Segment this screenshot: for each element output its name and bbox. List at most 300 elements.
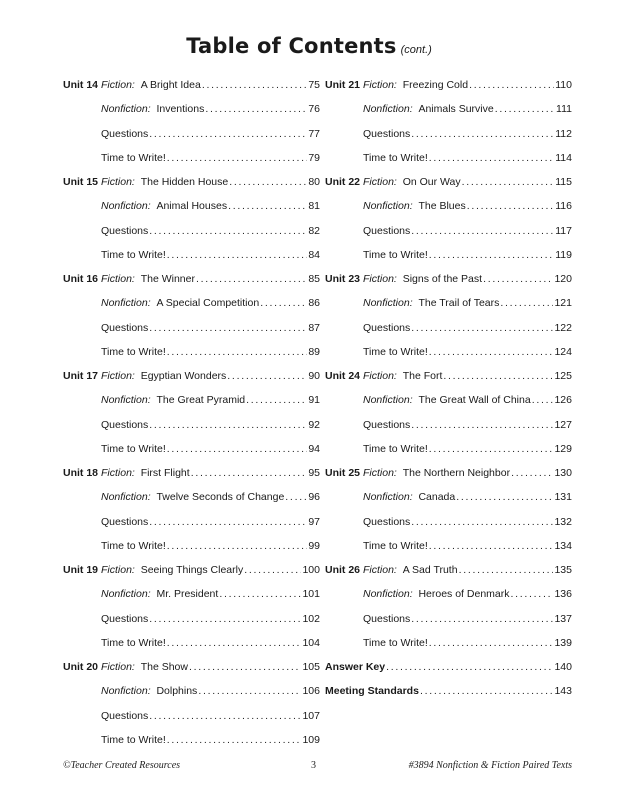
toc-entry-title: Questions [363,515,411,528]
toc-entry-label [363,273,482,285]
toc-entry [325,534,572,558]
toc-entry-title: Time to Write! [363,442,428,455]
toc-entry [63,97,320,121]
toc-entry-label [363,297,499,309]
toc-entry [63,291,320,315]
footer-book-title: #3894 Nonfiction & Fiction Paired Texts [408,760,572,771]
toc-entry-label [101,637,166,649]
toc-entry-body [101,200,320,212]
toc-unit-label: Unit 15 [63,176,99,189]
toc-entry-body [101,346,320,358]
toc-page-number: 127 [554,418,572,431]
toc-entry-body [363,322,572,334]
toc-entry-body [101,297,320,309]
toc-entry-label [363,249,428,261]
toc-entry [63,388,320,412]
toc-page-number: 136 [554,588,572,601]
toc-page-number: 135 [554,564,572,577]
toc-leader-dots [244,564,301,576]
toc-entry-kind: Nonfiction: [101,588,151,601]
toc-entry-label [325,661,385,673]
toc-page-number: 87 [308,321,320,334]
toc-entry-body [363,200,572,212]
toc-entry-body [363,128,572,140]
toc-entry [325,558,572,582]
toc-entry-body [363,613,572,625]
toc-leader-dots [443,370,553,382]
toc-entry [63,73,320,97]
toc-entry-label [363,152,428,164]
toc-entry [325,340,572,364]
toc-page-number: 105 [302,661,320,674]
toc-entry-label [101,710,148,722]
toc-entry [63,194,320,218]
toc-entry-title: Time to Write! [101,539,166,552]
toc-leader-dots [205,103,307,115]
toc-entry [325,631,572,655]
toc-entry [63,146,320,170]
toc-leader-dots [386,661,553,673]
toc-page-number: 112 [555,127,572,140]
toc-page-number: 89 [308,345,320,358]
toc-entry-body [101,734,320,746]
toc-entry-label [101,588,218,600]
toc-unit-label: Unit 21 [325,79,361,92]
toc-page-number: 124 [554,345,572,358]
toc-leader-dots [456,491,553,503]
toc-entry [63,582,320,606]
toc-leader-dots [469,79,554,91]
page-title [0,34,618,58]
toc-entry [63,170,320,194]
toc-entry-title: Time to Write! [101,248,166,261]
toc-entry-kind: Nonfiction: [101,200,151,213]
toc-entry-label [101,346,166,358]
toc-entry-title: Animal Houses [156,200,228,213]
toc-leader-dots [411,419,553,431]
toc-leader-dots [227,370,307,382]
toc-leader-dots [202,79,308,91]
toc-entry-title: Time to Write! [363,151,428,164]
toc-entry [325,122,572,146]
toc-entry [325,655,572,679]
toc-leader-dots [167,346,308,358]
toc-page-number: 131 [554,491,572,504]
toc-page-number: 85 [308,273,320,286]
toc-entry-title: Canada [418,491,456,504]
toc-page-number: 96 [308,491,320,504]
toc-page-number: 111 [556,103,572,116]
toc-entry-title: Time to Write! [363,248,428,261]
toc-entry-title: Questions [101,127,149,140]
toc-page-number: 106 [302,685,320,698]
toc-unit-label: Unit 20 [63,661,99,674]
toc-entry-body [101,467,320,479]
toc-entry-kind: Nonfiction: [363,588,413,601]
toc-entry-title: Twelve Seconds of Change [156,491,285,504]
toc-entry-label [101,685,197,697]
toc-entry-kind: Nonfiction: [101,394,151,407]
toc-entry-title: The Great Wall of China [418,394,531,407]
toc-entry-body [363,249,572,261]
toc-unit-label: Unit 14 [63,79,99,92]
toc-leader-dots [167,637,302,649]
toc-leader-dots [149,322,307,334]
toc-entry-kind: Nonfiction: [101,103,151,116]
toc-entry-body [101,322,320,334]
toc-entry [63,413,320,437]
toc-entry-label [101,443,166,455]
toc-entry-kind: Fiction: [101,176,135,189]
toc-entry [325,607,572,631]
toc-entry-label [101,564,243,576]
toc-entry-title: Mr. President [156,588,219,601]
toc-entry [63,340,320,364]
toc-entry-label [101,103,204,115]
toc-page-number: 122 [554,321,572,334]
toc-entry-label [101,249,166,261]
toc-entry-label [101,734,166,746]
toc-entry-body [101,710,320,722]
toc-entry-kind: Fiction: [363,273,397,286]
toc-entry-kind: Nonfiction: [363,103,413,116]
toc-page-number: 140 [554,661,572,674]
toc-entry [325,291,572,315]
toc-entry-title: The Blues [418,200,466,213]
toc-leader-dots [198,685,301,697]
toc-entry-kind: Nonfiction: [363,297,413,310]
toc-entry-label [101,467,190,479]
toc-entry-title: Dolphins [156,685,198,698]
toc-entry-title: Time to Write! [101,636,166,649]
toc-entry-label [101,661,188,673]
toc-page-number: 130 [554,467,572,480]
toc-leader-dots [167,540,308,552]
toc-unit-label: Unit 22 [325,176,361,189]
toc-entry-label [363,176,461,188]
toc-leader-dots [429,540,554,552]
toc-leader-dots [467,200,555,212]
toc-leader-dots [149,710,301,722]
toc-entry-label [101,419,148,431]
toc-page-number: 81 [308,200,320,213]
toc-page-number: 104 [302,636,320,649]
toc-entry-body [101,249,320,261]
toc-entry-title: Questions [363,612,411,625]
toc-entry-label [325,685,419,697]
toc-leader-dots [429,443,554,455]
toc-entry [325,267,572,291]
toc-entry-title: Inventions [156,103,205,116]
toc-unit-label: Unit 26 [325,564,361,577]
toc-entry-label [363,443,428,455]
toc-entry-title: The Hidden House [140,176,229,189]
toc-page-number: 86 [308,297,320,310]
toc-entry-title: A Sad Truth [402,564,458,577]
toc-entry-label [101,516,148,528]
toc-entry-body [101,661,320,673]
toc-page-number: 132 [554,515,572,528]
toc-page-number: 84 [308,248,320,261]
toc-entry-title: Time to Write! [363,539,428,552]
toc-entry-label [101,613,148,625]
toc-entry [63,704,320,728]
toc-entry [325,73,572,97]
toc-entry-title: Questions [101,321,149,334]
toc-entry-body [363,370,572,382]
toc-entry-label [363,516,410,528]
toc-entry-label [363,103,494,115]
toc-entry-body [363,588,572,600]
footer-publisher: ©Teacher Created Resources [63,760,181,771]
toc-entry-kind: Nonfiction: [101,491,151,504]
toc-unit-label: Unit 24 [325,370,361,383]
toc-entry-body [363,564,572,576]
toc-entry-title: On Our Way [402,176,461,189]
toc-entry-title: The Trail of Tears [418,297,500,310]
toc-leader-dots [191,467,308,479]
toc-entry-title: A Special Competition [156,297,260,310]
toc-entry [63,243,320,267]
toc-page-number: 139 [554,636,572,649]
toc-entry-title: The Winner [140,273,195,286]
toc-entry-title: Questions [363,418,411,431]
footer-page-number: 3 [311,760,316,771]
toc-entry-label [101,322,148,334]
toc-entry-label [363,491,455,503]
toc-unit-label: Unit 18 [63,467,99,480]
toc-leader-dots [149,128,307,140]
toc-leader-dots [495,103,555,115]
toc-page-number: 102 [302,612,320,625]
toc-entry-body [363,443,572,455]
toc-entry [63,728,320,752]
toc-entry-kind: Fiction: [363,79,397,92]
toc-leader-dots [429,249,554,261]
toc-entry-label [101,540,166,552]
toc-entry-body [363,491,572,503]
toc-page-number: 117 [555,224,572,237]
toc-entry-body [101,128,320,140]
toc-entry-title: Time to Write! [101,442,166,455]
toc-entry-kind: Nonfiction: [363,491,413,504]
toc-page-number: 97 [308,515,320,528]
toc-unit-label: Unit 19 [63,564,99,577]
toc-entry-kind: Fiction: [101,273,135,286]
toc-page-number: 101 [302,588,320,601]
toc-entry [63,485,320,509]
toc-entry-label [101,273,195,285]
toc-entry-label [363,613,410,625]
toc-leader-dots [229,176,307,188]
toc-leader-dots [411,128,554,140]
toc-entry [325,582,572,606]
toc-entry-label [363,588,510,600]
toc-entry [63,364,320,388]
toc-page-number: 80 [308,176,320,189]
toc-entry-body [363,394,572,406]
toc-entry-body [101,613,320,625]
toc-entry [325,316,572,340]
toc-entry-label [363,370,442,382]
toc-entry-label [363,467,510,479]
toc-entry [325,437,572,461]
toc-unit-label: Unit 17 [63,370,99,383]
toc-leader-dots [420,685,554,697]
toc-entry [325,485,572,509]
toc-entry-kind: Fiction: [101,467,135,480]
toc-leader-dots [246,394,307,406]
toc-page-number: 92 [308,418,320,431]
toc-entry-title: Questions [101,612,149,625]
toc-entry-body [363,152,572,164]
toc-page-number: 90 [308,370,320,383]
toc-page-number: 76 [308,103,320,116]
toc-entry-title: Questions [101,224,149,237]
toc-entry [325,194,572,218]
toc-page-number: 116 [555,200,572,213]
toc-page-number: 126 [554,394,572,407]
toc-leader-dots [411,322,553,334]
toc-entry-kind: Nonfiction: [101,685,151,698]
toc-entry [63,607,320,631]
toc-leader-dots [411,516,553,528]
title-text: Table of Contents [186,34,397,58]
toc-entry-title: Meeting Standards [325,685,419,698]
toc-leader-dots [219,588,301,600]
toc-entry [63,534,320,558]
toc-entry-title: Time to Write! [101,151,166,164]
toc-page-number: 94 [308,442,320,455]
toc-entry-title: Freezing Cold [402,79,469,92]
toc-entry-body [325,685,572,697]
toc-entry-label [363,637,428,649]
toc-entry-title: First Flight [140,467,190,480]
toc-entry-label [363,225,410,237]
toc-leader-dots [167,152,308,164]
toc-entry [63,219,320,243]
toc-page-number: 121 [554,297,572,310]
toc-entry [325,243,572,267]
toc-entry [63,631,320,655]
toc-leader-dots [167,734,302,746]
toc-leader-dots [511,588,554,600]
toc-entry-body [363,297,572,309]
toc-entry-label [101,297,259,309]
toc-page-number: 75 [308,79,320,92]
toc-left-column [63,73,320,752]
toc-page-number: 143 [554,685,572,698]
toc-entry-title: Signs of the Past [402,273,483,286]
toc-entry-title: The Northern Neighbor [402,467,511,480]
toc-entry-body [363,79,572,91]
toc-entry-body [363,467,572,479]
toc-entry-body [101,685,320,697]
toc-page-number: 125 [554,370,572,383]
toc-leader-dots [285,491,307,503]
toc-unit-label: Unit 23 [325,273,361,286]
toc-entry-body [101,370,320,382]
toc-entry [325,388,572,412]
toc-entry [63,267,320,291]
toc-page-number: 82 [308,224,320,237]
toc-page-number: 120 [554,273,572,286]
toc-leader-dots [462,176,555,188]
toc-page-number: 115 [555,176,572,189]
toc-right-column [325,73,572,704]
page-footer [63,760,572,774]
toc-entry-kind: Nonfiction: [363,394,413,407]
toc-entry-title: Questions [363,224,411,237]
toc-entry-label [101,176,228,188]
toc-unit-label: Unit 16 [63,273,99,286]
toc-entry-label [363,540,428,552]
toc-entry [325,364,572,388]
toc-entry-kind: Fiction: [101,370,135,383]
toc-entry-body [101,103,320,115]
toc-page-number: 110 [555,79,572,92]
toc-entry-body [101,176,320,188]
toc-entry-body [101,540,320,552]
toc-entry-title: Heroes of Denmark [418,588,510,601]
title-subtitle: (cont.) [400,44,432,56]
toc-page-number: 99 [308,539,320,552]
toc-entry-body [325,661,572,673]
toc-entry [325,97,572,121]
toc-entry-title: A Bright Idea [140,79,201,92]
toc-entry-body [363,516,572,528]
toc-leader-dots [167,249,308,261]
toc-entry-label [363,419,410,431]
toc-leader-dots [149,419,307,431]
toc-entry-kind: Fiction: [101,564,135,577]
toc-entry-body [101,79,320,91]
toc-leader-dots [429,346,554,358]
toc-entry-kind: Fiction: [363,564,397,577]
toc-leader-dots [411,225,554,237]
toc-entry [325,461,572,485]
toc-entry-label [363,79,468,91]
toc-entry-title: The Great Pyramid [156,394,246,407]
toc-entry-title: Time to Write! [101,733,166,746]
toc-entry [325,510,572,534]
toc-entry [63,316,320,340]
toc-entry-label [101,128,148,140]
toc-entry-label [363,346,428,358]
toc-leader-dots [532,394,554,406]
toc-page-number: 134 [554,539,572,552]
toc-leader-dots [429,637,554,649]
toc-entry [63,558,320,582]
toc-leader-dots [429,152,554,164]
toc-entry-body [101,394,320,406]
toc-entry-body [101,443,320,455]
toc-entry-body [101,564,320,576]
toc-leader-dots [149,613,301,625]
toc-page-number: 107 [302,709,320,722]
toc-entry-title: Questions [101,515,149,528]
toc-entry [63,510,320,534]
toc-entry-label [101,394,245,406]
toc-leader-dots [459,564,554,576]
toc-entry-title: The Show [140,661,188,674]
toc-page-number: 91 [308,394,320,407]
toc-entry-title: Time to Write! [101,345,166,358]
toc-entry-title: Questions [363,321,411,334]
toc-leader-dots [500,297,553,309]
toc-entry-label [101,79,201,91]
toc-entry-label [363,394,531,406]
